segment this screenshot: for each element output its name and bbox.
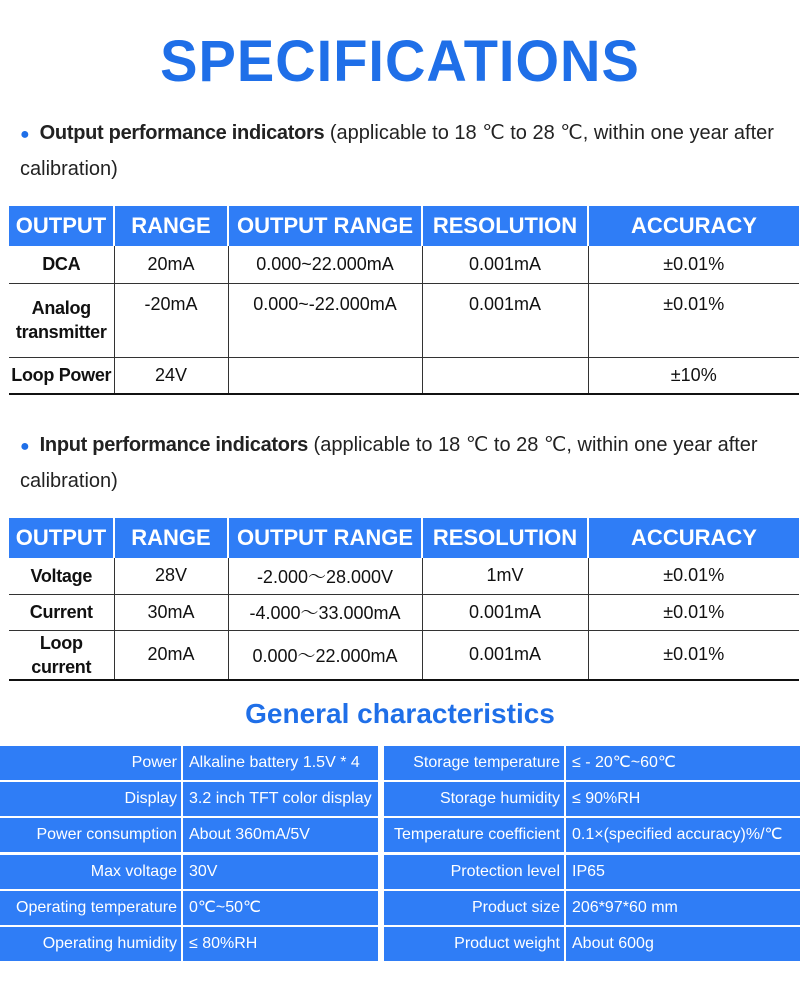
table-row bbox=[9, 283, 799, 357]
table-row bbox=[9, 630, 799, 680]
col-header: RANGE bbox=[114, 206, 228, 246]
table-cell: ±0.01% bbox=[588, 283, 799, 357]
col-header: OUTPUT bbox=[9, 518, 114, 558]
column-divider bbox=[378, 746, 384, 962]
spec-label: Power consumption bbox=[36, 826, 177, 843]
spec-value: IP65 bbox=[572, 863, 605, 880]
table-cell: 24V bbox=[114, 357, 228, 394]
spec-value: About 600g bbox=[572, 935, 654, 952]
spec-label: Temperature coefficient bbox=[393, 826, 560, 843]
general-row bbox=[0, 746, 800, 780]
page-title: SPECIFICATIONS bbox=[160, 27, 640, 94]
spec-label: Operating humidity bbox=[42, 935, 177, 952]
input-heading-bold: Input performance indicators bbox=[39, 434, 308, 456]
spec-label: Protection level bbox=[450, 863, 560, 880]
input-table-header bbox=[9, 518, 799, 558]
table-row bbox=[9, 558, 799, 594]
spec-value: ≤ - 20℃~60℃ bbox=[572, 754, 676, 771]
spec-value: 30V bbox=[189, 863, 218, 880]
general-row bbox=[0, 927, 800, 961]
table-cell: ±0.01% bbox=[588, 558, 799, 594]
col-header: RESOLUTION bbox=[422, 206, 588, 246]
col-header: RESOLUTION bbox=[422, 518, 588, 558]
row-label: Current bbox=[9, 594, 114, 630]
row-label: Loop current bbox=[9, 630, 114, 680]
table-cell: -4.000～33.000mA bbox=[228, 594, 422, 630]
table-cell: ±0.01% bbox=[588, 630, 799, 680]
col-header: RANGE bbox=[114, 518, 228, 558]
spec-value: ≤ 80%RH bbox=[189, 935, 258, 952]
col-header: OUTPUT bbox=[9, 206, 114, 246]
bullet-icon: ● bbox=[20, 126, 30, 143]
col-header: ACCURACY bbox=[588, 518, 799, 558]
general-title: General characteristics bbox=[245, 698, 555, 729]
table-cell: 20mA bbox=[114, 246, 228, 283]
output-heading-rest: (applicable to 18 ℃ to 28 ℃, within one year after calibration) bbox=[20, 122, 774, 180]
spec-label: Product weight bbox=[454, 935, 560, 952]
table-cell: 0.001mA bbox=[422, 246, 588, 283]
input-section-heading bbox=[20, 428, 780, 499]
table-cell: 28V bbox=[114, 558, 228, 594]
col-header: OUTPUT RANGE bbox=[228, 518, 422, 558]
table-cell: ±0.01% bbox=[588, 594, 799, 630]
spec-label: Operating temperature bbox=[16, 899, 177, 916]
spec-label: Product size bbox=[471, 899, 560, 916]
table-row bbox=[9, 594, 799, 630]
table-cell: 0.000～22.000mA bbox=[228, 630, 422, 680]
table-cell: ±10% bbox=[588, 357, 799, 394]
table-cell: ±0.01% bbox=[588, 246, 799, 283]
spec-value: 206*97*60 mm bbox=[572, 899, 678, 916]
column-divider bbox=[564, 746, 566, 962]
table-cell: 30mA bbox=[114, 594, 228, 630]
column-divider bbox=[181, 746, 183, 962]
table-cell: 0.001mA bbox=[422, 630, 588, 680]
spec-value: 0℃~50℃ bbox=[189, 899, 261, 916]
input-heading-rest: (applicable to 18 ℃ to 28 ℃, within one year after calibration) bbox=[20, 434, 758, 492]
output-table-header bbox=[9, 206, 799, 246]
spec-label: Storage temperature bbox=[413, 754, 560, 771]
spec-label: Power bbox=[131, 754, 177, 771]
table-cell: 1mV bbox=[422, 558, 588, 594]
general-row bbox=[0, 891, 800, 925]
general-row bbox=[0, 855, 800, 889]
output-section-heading bbox=[20, 116, 780, 187]
col-header: OUTPUT RANGE bbox=[228, 206, 422, 246]
table-cell: 0.001mA bbox=[422, 594, 588, 630]
spec-value: Alkaline battery 1.5V * 4 bbox=[189, 754, 360, 771]
spec-label: Storage humidity bbox=[439, 790, 560, 807]
col-header: ACCURACY bbox=[588, 206, 799, 246]
spec-value: About 360mA/5V bbox=[189, 826, 310, 843]
row-label: DCA bbox=[9, 246, 114, 283]
input-table bbox=[9, 518, 799, 681]
spec-value: ≤ 90%RH bbox=[572, 790, 641, 807]
table-cell: 0.001mA bbox=[422, 283, 588, 357]
row-label: Analog transmitter bbox=[9, 283, 114, 357]
row-label: Voltage bbox=[9, 558, 114, 594]
table-row bbox=[9, 246, 799, 283]
table-cell: 20mA bbox=[114, 630, 228, 680]
spec-label: Display bbox=[124, 790, 177, 807]
table-row bbox=[9, 357, 799, 394]
row-label: Loop Power bbox=[9, 357, 114, 394]
general-row bbox=[0, 818, 800, 852]
bullet-icon: ● bbox=[20, 438, 30, 455]
output-table bbox=[9, 206, 799, 395]
spec-value: 3.2 inch TFT color display bbox=[189, 790, 372, 807]
general-row bbox=[0, 782, 800, 816]
table-cell bbox=[422, 357, 588, 394]
table-cell: -20mA bbox=[114, 283, 228, 357]
output-heading-bold: Output performance indicators bbox=[39, 122, 325, 144]
table-cell: 0.000~-22.000mA bbox=[228, 283, 422, 357]
table-cell bbox=[228, 357, 422, 394]
table-cell: 0.000~22.000mA bbox=[228, 246, 422, 283]
spec-label: Max voltage bbox=[90, 863, 177, 880]
spec-value: 0.1×(specified accuracy)%/℃ bbox=[572, 826, 783, 843]
table-cell: -2.000～28.000V bbox=[228, 558, 422, 594]
